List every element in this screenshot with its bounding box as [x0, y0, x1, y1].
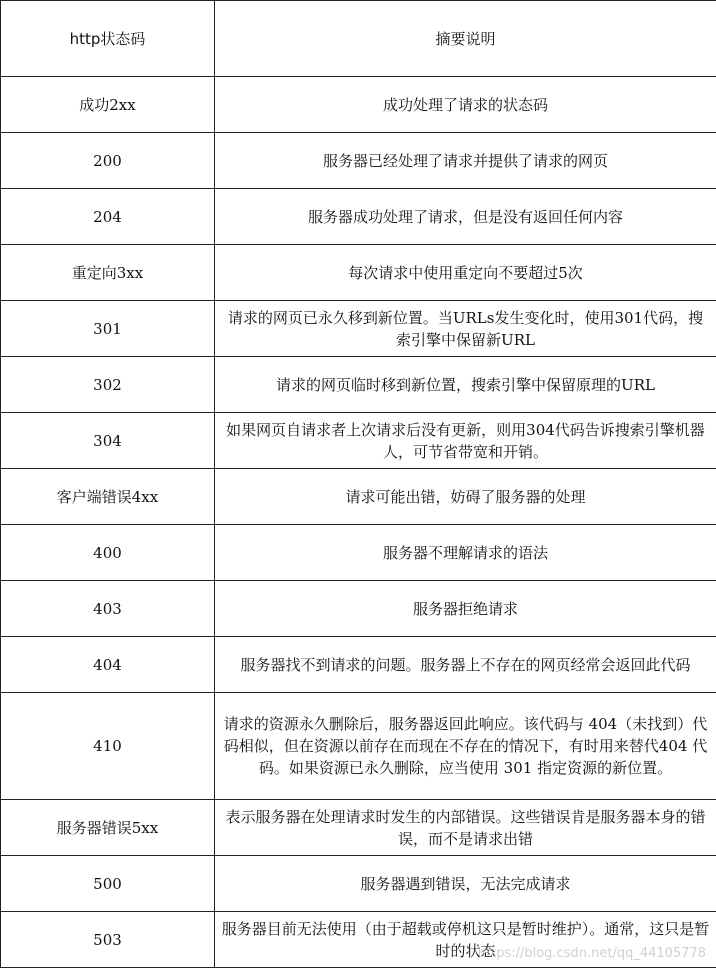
table-row: [1, 357, 716, 413]
table-row: [1, 637, 716, 693]
description-cell: 服务器已经处理了请求并提供了请求的网页: [215, 133, 716, 189]
header-description: 摘要说明: [215, 1, 716, 77]
code-cell: 204: [1, 189, 215, 245]
table-row: [1, 800, 716, 856]
table-row: [1, 245, 716, 301]
description-cell: 服务器遇到错误，无法完成请求: [215, 856, 716, 912]
description-cell: 服务器目前无法使用（由于超载或停机这只是暂时维护）。通常，这只是暂时的状态: [215, 912, 716, 968]
description-cell: 表示服务器在处理请求时发生的内部错误。这些错误肯是服务器本身的错误，而不是请求出错: [215, 800, 716, 856]
table-row: [1, 133, 716, 189]
category-cell: 重定向3xx: [1, 245, 215, 301]
description-cell: 请求的网页临时移到新位置，搜索引擎中保留原理的URL: [215, 357, 716, 413]
table-row: [1, 413, 716, 469]
description-cell: 服务器不理解请求的语法: [215, 525, 716, 581]
description-cell: 成功处理了请求的状态码: [215, 77, 716, 133]
table-row: [1, 693, 716, 800]
table-row: [1, 301, 716, 357]
table-row: [1, 912, 716, 968]
table-row: [1, 856, 716, 912]
code-cell: 404: [1, 637, 215, 693]
description-cell: 请求的资源永久删除后，服务器返回此响应。该代码与 404（未找到）代码相似，但在资源以前存在而现在不存在的情况下，有时用来替代404 代码。如果资源已永久删除，应当使用 301 指定资源的新位置。: [215, 693, 716, 800]
watermark: https://blog.csdn.net/qq_44105778: [478, 946, 706, 961]
code-cell: 302: [1, 357, 215, 413]
code-cell: 403: [1, 581, 215, 637]
description-cell: 每次请求中使用重定向不要超过5次: [215, 245, 716, 301]
table-row: [1, 189, 716, 245]
code-cell: 304: [1, 413, 215, 469]
description-cell: 请求可能出错，妨碍了服务器的处理: [215, 469, 716, 525]
description-cell: 如果网页自请求者上次请求后没有更新，则用304代码告诉搜索引擎机器人，可节省带宽和开销。: [215, 413, 716, 469]
code-cell: 400: [1, 525, 215, 581]
description-cell: 服务器拒绝请求: [215, 581, 716, 637]
category-cell: 服务器错误5xx: [1, 800, 215, 856]
description-cell: 请求的网页已永久移到新位置。当URLs发生变化时，使用301代码，搜索引擎中保留新URL: [215, 301, 716, 357]
table-row: [1, 581, 716, 637]
code-cell: 301: [1, 301, 215, 357]
description-cell: 服务器找不到请求的问题。服务器上不存在的网页经常会返回此代码: [215, 637, 716, 693]
description-cell: 服务器成功处理了请求，但是没有返回任何内容: [215, 189, 716, 245]
table-row: [1, 525, 716, 581]
category-cell: 客户端错误4xx: [1, 469, 215, 525]
table-header-row: [1, 1, 716, 77]
table-row: [1, 469, 716, 525]
table-row: [1, 77, 716, 133]
code-cell: 500: [1, 856, 215, 912]
category-cell: 成功2xx: [1, 77, 215, 133]
code-cell: 200: [1, 133, 215, 189]
code-cell: 410: [1, 693, 215, 800]
code-cell: 503: [1, 912, 215, 968]
header-code: http状态码: [1, 1, 215, 77]
